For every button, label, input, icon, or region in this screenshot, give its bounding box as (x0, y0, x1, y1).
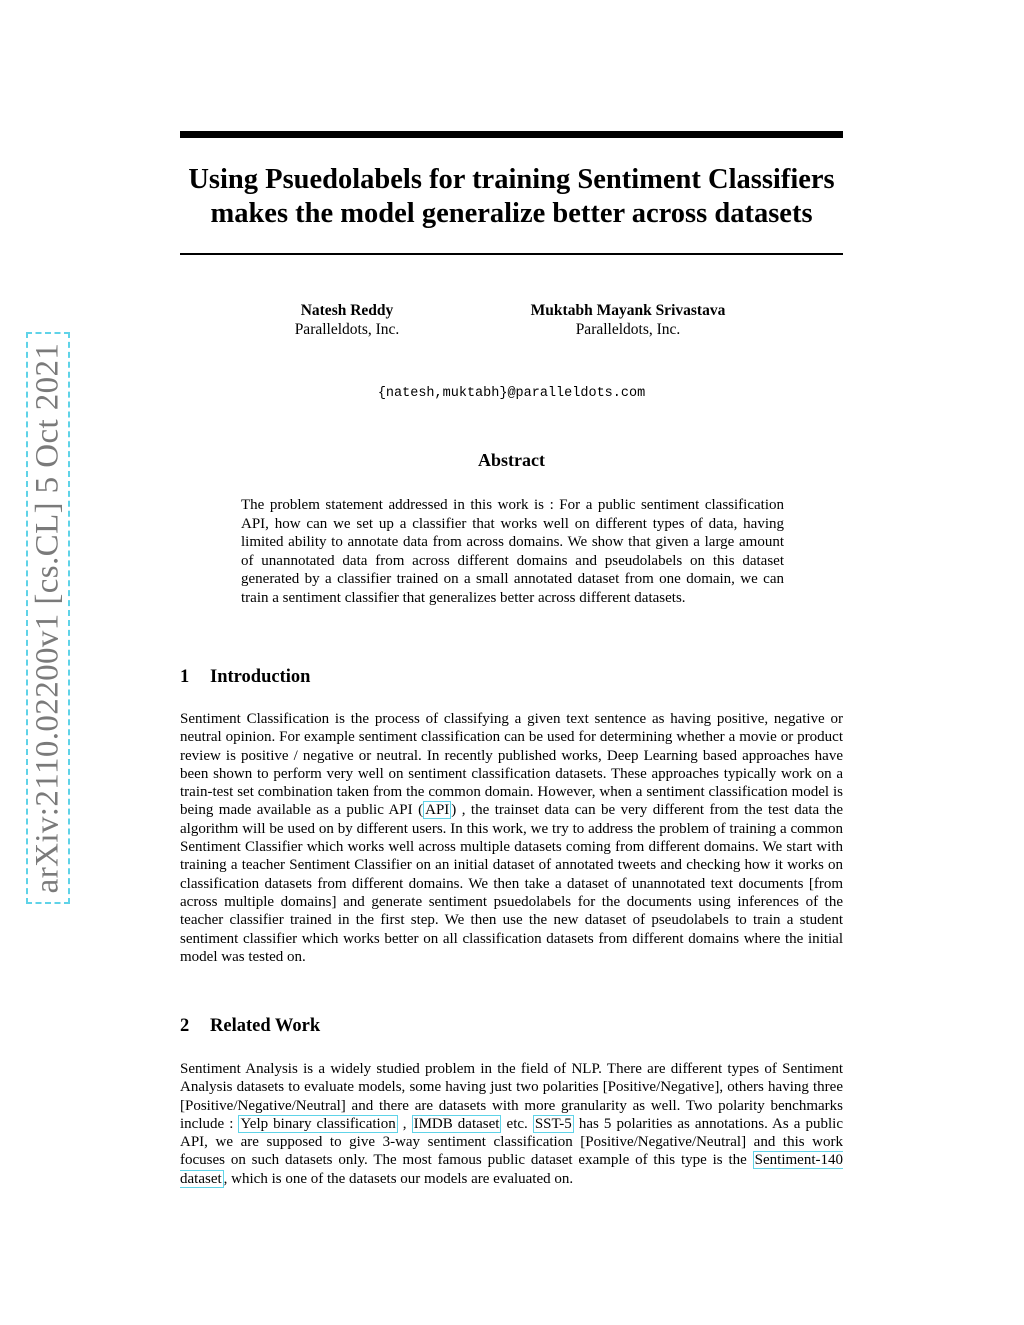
paragraph-text: Sentiment Classification is the process of classifying a given text sentence as having positive, negative or neutral opinion. For example sentiment classification can be used for determining whether a movie or product review is positive / negative or neutral. In recently published works, Deep Learning based approaches have been shown to perform very well on sentiment classification datasets. These approaches typically work on a train-test set combination taken from the common domain. However, when a sentiment classification model is being made available as a public API ( (180, 711, 843, 819)
author-block-2 (498, 301, 758, 339)
related-work-paragraph (180, 1060, 843, 1188)
author-affiliation: Paralleldots, Inc. (575, 321, 681, 338)
paper-title: Using Psuedolabels for training Sentiment Classifiers makes the model generalize better across datasets (188, 164, 835, 229)
yelp-link[interactable]: Yelp binary classification (240, 1115, 396, 1132)
paragraph-text: , (397, 1115, 412, 1132)
paragraph-text: etc. (501, 1115, 533, 1132)
author-email: {natesh,muktabh}@paralleldots.com (377, 386, 646, 401)
api-link[interactable]: API (425, 802, 450, 819)
author-affiliation: Paralleldots, Inc. (294, 321, 400, 338)
paragraph-text: ) , the trainset data can be very different from the test data the algorithm will be used on by different users. In this work, we try to address the problem of training a common Sentiment Classifier which works well across multiple datasets coming from different domains. We start with training a teacher Sentiment Classifier on an initial dataset of annotated tweets and checking how it works on classification datasets from different domains. We then take a dataset of unannotated text documents [from across multiple domains] and generate sentiment psuedolabels for the documents using inferences of the teacher classifier trained in the first step. We then use the new dataset of pseudolabels to train a student sentiment classifier which works better on all classification datasets from different domains where the initial model was tested on. (180, 802, 843, 965)
arxiv-identifier-text: arXiv:2110.02200v1 [cs.CL] 5 Oct 2021 (29, 342, 66, 894)
abstract-heading: Abstract (478, 450, 545, 470)
paragraph-text: Sentiment Analysis is a widely studied problem in the field of NLP. There are different types of Sentiment Analysis datasets to evaluate models, some having just two polarities [Positive/Negative], others having three [Positive/Negative/Neutral] and there are datasets with more granularity as well. Two polarity benchmarks include : (180, 1061, 843, 1132)
section-number: 1 (180, 667, 190, 687)
abstract-text: The problem statement addressed in this work is : For a public sentiment classification API, how can we set up a classifier that works well on different types of data, having limited ability to annotate data from across domains. We show that given a large amount of unannotated data from across different domains and pseudolabels on this dataset generated by a classifier trained on a small annotated dataset from one domain, we can train a sentiment classifier that generalizes better across different datasets. (241, 497, 784, 606)
section-title: Related Work (210, 1016, 321, 1036)
sst5-link[interactable]: SST-5 (534, 1115, 572, 1132)
title-bottom-rule (180, 253, 843, 255)
paragraph-text: , which is one of the datasets our models are evaluated on. (223, 1170, 574, 1187)
section-heading-introduction (180, 667, 310, 688)
section-number: 2 (180, 1016, 190, 1036)
section-title: Introduction (210, 667, 311, 687)
author-name: Muktabh Mayank Srivastava (530, 302, 726, 319)
imdb-link[interactable]: IMDB dataset (413, 1115, 500, 1132)
author-block-1 (247, 301, 447, 339)
arxiv-identifier-stamp[interactable] (26, 332, 70, 904)
sentiment140-link[interactable]: Sentiment-140 dataset (180, 1152, 843, 1187)
introduction-paragraph (180, 710, 843, 966)
paragraph-text: has 5 polarities as annotations. As a public API, we are supposed to give 3-way sentiment classification [Positive/Negative/Neutral] and this work focuses on such datasets only. The most famous public dataset example of this type is the (180, 1115, 843, 1169)
author-name: Natesh Reddy (300, 302, 394, 319)
title-top-rule (180, 131, 843, 138)
section-heading-related-work (180, 1016, 320, 1037)
